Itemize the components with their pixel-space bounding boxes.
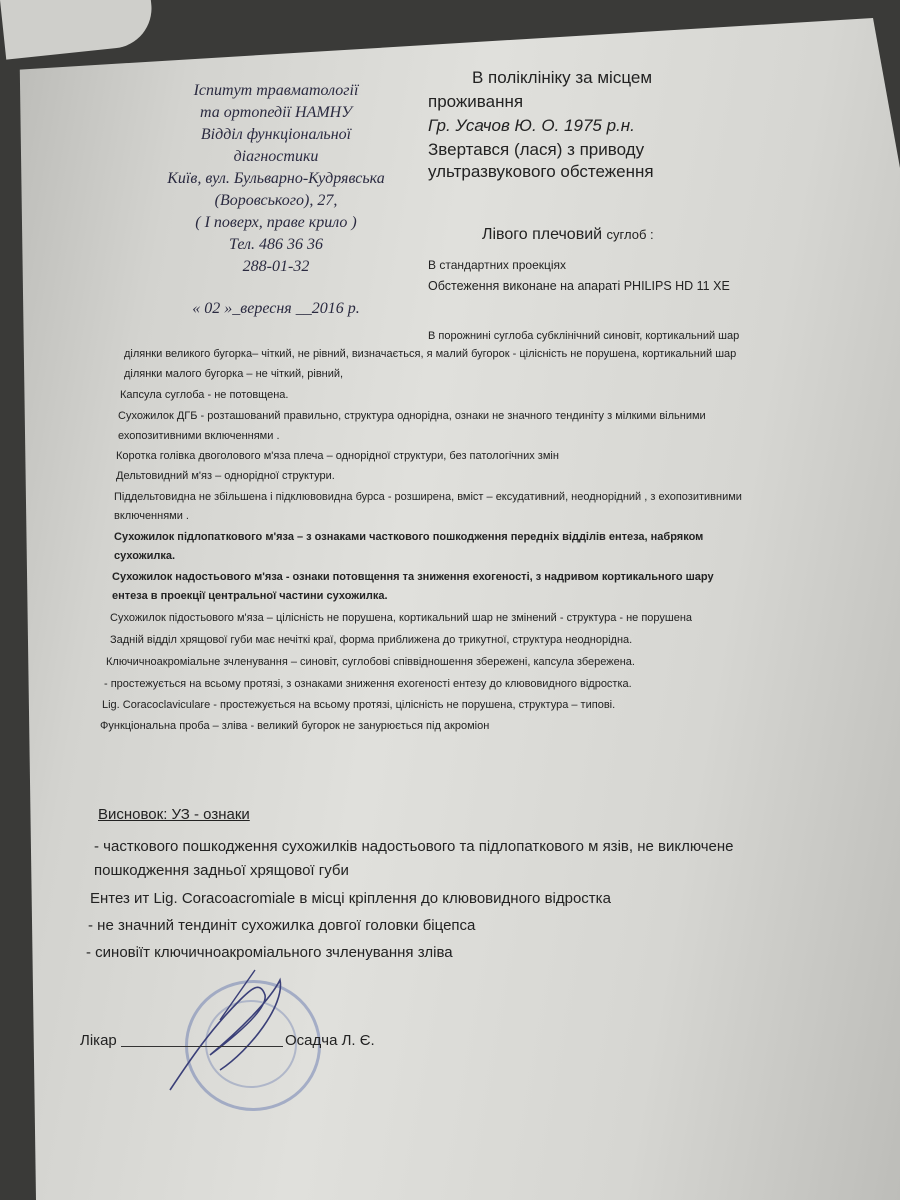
- doctor-name: Осадча Л. Є.: [285, 1032, 375, 1049]
- conclusion-line: пошкодження задньої хрящової губи: [94, 862, 349, 879]
- finding-line: В порожнині суглоба субклінічний синовіт, кортикальний шар: [428, 330, 740, 342]
- finding-line: Сухожилок підостьового м'яза – цілісність не порушена, кортикальний шар не змінений - структура - не порушена: [110, 612, 693, 624]
- signature-line: [121, 1046, 283, 1047]
- conclusion-line: Ентез ит Lig. Coracoacromiale в місці кріплення до клювовидного відростка: [90, 890, 611, 907]
- recipient-line-5: ультразвукового обстеження: [428, 162, 654, 181]
- institution-phone-1: Тел. 486 36 36: [229, 236, 323, 253]
- finding-line: ділянки великого бугорка– чіткий, не рівний, визначається, я малий бугорок - цілісність не порушена, кортикальний шар: [124, 348, 737, 360]
- finding-line: Капсула суглоба - не потовщена.: [120, 389, 289, 401]
- finding-line: ентеза в проекції центральної частини сухожилка.: [112, 590, 388, 602]
- finding-line: Функціональна проба – зліва - великий бугорок не занурюється під акроміон: [100, 720, 490, 732]
- exam-projections: В стандартних проекціях: [428, 258, 567, 272]
- finding-line: - простежується на всьому протязі, з ознаками зниження ехогеності ентезу до клювовидного відростка.: [104, 678, 632, 690]
- finding-line: ділянки малого бугорка – не чіткий, рівний,: [124, 368, 344, 380]
- institution-phone-2: 288-01-32: [242, 258, 310, 275]
- finding-line: Сухожилок ДГБ - розташований правильно, структура однорідна, ознаки не значного тендиніту з мілкими вільними: [118, 410, 706, 422]
- recipient-line-4: Звертався (лася) з приводу: [428, 140, 645, 159]
- background-paper-corner: [0, 0, 155, 60]
- finding-line: Задній відділ хрящової губи має нечіткі краї, форма приближена до трикутної, структура неоднорідна.: [110, 634, 633, 646]
- finding-line: сухожилка.: [114, 550, 176, 562]
- institution-address-2: (Воровського), 27,: [214, 192, 338, 209]
- exam-title: [482, 226, 654, 244]
- signature-scribble-icon: [150, 960, 310, 1100]
- doctor-label: Лікар: [80, 1032, 117, 1049]
- finding-line: ехопозитивними включеннями .: [118, 430, 280, 442]
- document-date: « 02 »_вересня __2016 р.: [192, 300, 360, 317]
- finding-line: включеннями .: [114, 510, 189, 522]
- finding-line: Lig. Coracoclaviculare - простежується на всьому протязі, цілісність не порушена, структура – типові.: [102, 699, 616, 711]
- recipient-line-2: проживання: [428, 92, 524, 111]
- conclusion-title: Висновок: УЗ - ознаки: [98, 806, 250, 823]
- finding-line: Ключичноакроміальне зчленування – синовіт, суглобові співвідношення збережені, капсула збережена.: [106, 656, 635, 668]
- institution-floor: ( I поверх, праве крило ): [195, 214, 357, 231]
- institution-address: Київ, вул. Бульварно-Кудрявська: [167, 170, 385, 187]
- finding-line: Сухожилок надостьового м'яза - ознаки потовщення та зниження ехогеності, з надривом кортикального шару: [112, 571, 714, 583]
- recipient-line-1: В поліклініку за місцем: [472, 68, 653, 87]
- finding-line: Сухожилок підлопаткового м'яза – з ознаками часткового пошкодження передніх відділів ентеза, набряком: [114, 531, 704, 543]
- institution-line-1: Ісnиmym mравмаmології: [193, 82, 359, 99]
- finding-line: Дельтовидний м'яз – однорідної структури.: [116, 470, 335, 482]
- exam-device: Обстеження виконане на апараті PHILIPS HD 11 XE: [428, 279, 730, 293]
- exam-title-sub: суглоб :: [606, 227, 654, 242]
- conclusion-line: - синовіїт ключичноакроміального зчленування зліва: [86, 944, 453, 961]
- institution-line-2: та орmопедії НАМНУ: [200, 104, 352, 121]
- conclusion-line: - часткового пошкодження сухожилків надостьового та підлопаткового м язів, не виключене: [94, 838, 734, 855]
- exam-title-main: Лівого плечовий: [482, 226, 603, 243]
- finding-line: Коротка голівка двоголового м'яза плеча – однорідної структури, без патологічних змін: [116, 450, 559, 462]
- institution-line-4: діагносmики: [233, 148, 319, 165]
- conclusion-line: - не значний тендиніт сухожилка довгої головки біцепса: [88, 917, 476, 934]
- finding-line: Піддельтовидна не збільшена і підклювовидна бурса - розширена, вміст – ексудативний, неоднорідний , з ехопозитивними: [114, 491, 742, 503]
- patient-name: Гр. Усачов Ю. О. 1975 р.н.: [428, 116, 635, 135]
- institution-line-3: Відділ функціональної: [200, 126, 352, 143]
